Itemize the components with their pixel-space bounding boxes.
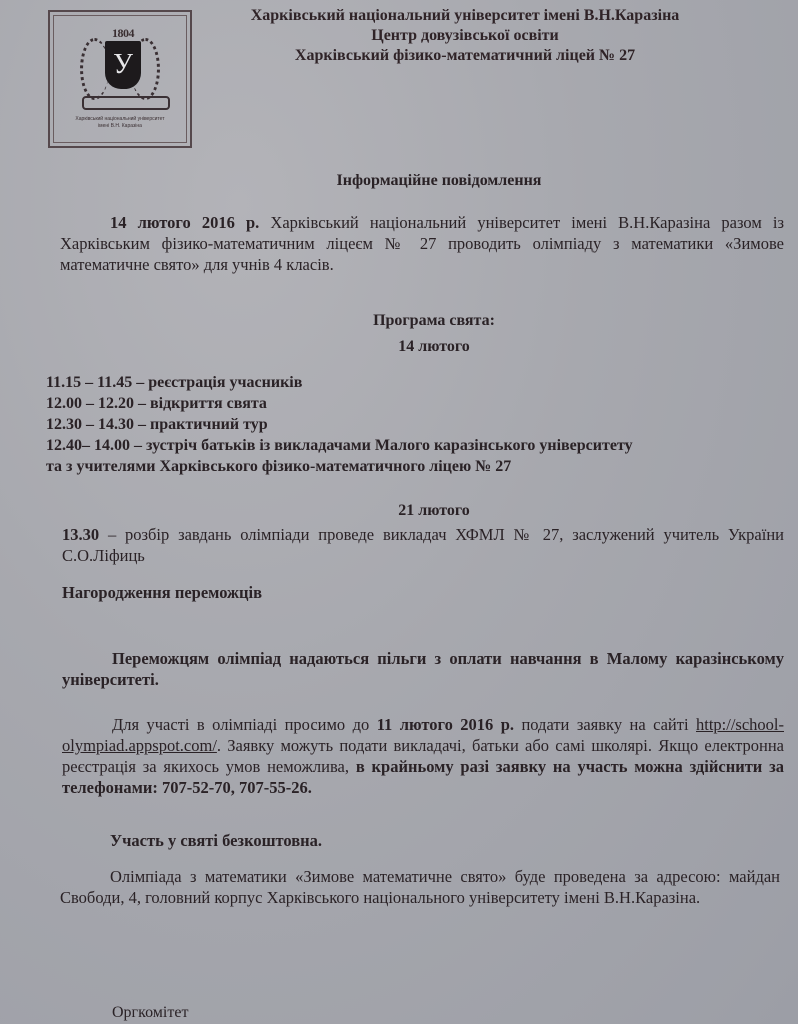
letterhead-university: Харківський національний університет імені В.Н.Каразіна: [250, 7, 680, 24]
schedule-item: [46, 414, 791, 435]
schedule-activity: – відкриття свята: [134, 395, 267, 412]
schedule-item: [46, 372, 791, 393]
registration-phones: в крайньому разі заявку на участь можна здійснити за телефонами: 707-52-70, 707-55-26.: [62, 757, 784, 797]
document-title: Інформаційне повідомлення: [336, 172, 542, 189]
schedule-activity: – практичний тур: [134, 416, 268, 433]
schedule-item: [46, 435, 791, 456]
letterhead-lyceum: Харківський фізико-математичний ліцей № 27: [294, 47, 636, 64]
day2-item: [62, 524, 784, 566]
shield-letter: У: [113, 49, 133, 80]
logo-caption-line2: імені В.Н. Каразіна: [98, 123, 142, 129]
schedule-item: [46, 393, 791, 414]
registration-deadline: 11 лютого 2016 р.: [376, 715, 515, 734]
logo-caption-line1: Харківський національний університет: [75, 116, 165, 122]
logo-frame: [53, 15, 187, 143]
ribbon-icon: [82, 96, 170, 110]
program-title: Програма свята:: [373, 312, 495, 329]
schedule-activity: – реєстрація учасників: [132, 374, 303, 391]
shield-icon: [105, 41, 141, 89]
registration-text-after: . Заявку можуть подати викладачі, батьки або самі школярі. Якщо електронна реєстрація за якихось умов неможлива,: [62, 736, 784, 776]
day2-time: 13.30: [62, 525, 100, 544]
registration-text-before: Для участі в олімпіаді просимо до: [112, 715, 377, 734]
free-participation-notice: Участь у святі безкоштовна.: [110, 831, 323, 850]
program-schedule: [46, 372, 791, 477]
awards-heading: Нагородження переможців: [62, 583, 263, 602]
registration-text-middle: подати заявку на сайті: [514, 715, 696, 734]
venue-paragraph: Олімпіада з математики «Зимове математичне свято» буде проведена за адресою: майдан Свободи, 4, головний корпус Харківського національного університету імені В.Н.Каразіна.: [60, 867, 780, 907]
letterhead-center: Центр довузівської освіти: [371, 27, 559, 44]
day2-text: – розбір завдань олімпіади проведе викладач ХФМЛ № 27, заслужений учитель України С.О.Ліфиць: [62, 525, 784, 565]
schedule-time: 12.30 – 14.30: [46, 416, 134, 433]
registration-paragraph: [62, 714, 784, 798]
schedule-time: 12.40– 14.00: [46, 437, 130, 454]
program-day1-date: 14 лютого: [398, 338, 470, 355]
event-date: 14 лютого 2016 р.: [110, 213, 260, 232]
schedule-activity: – зустріч батьків із викладачами Малого каразінського університету: [130, 437, 633, 454]
schedule-item-continuation: та з учителями Харківського фізико-математичного ліцею № 27: [46, 458, 512, 475]
schedule-time: 12.00 – 12.20: [46, 395, 134, 412]
signature-org-committee: Оргкомітет: [112, 1004, 189, 1021]
intro-text: Харківський національний університет імені В.Н.Каразіна разом із Харківським фізико-математичним ліцеєм № 27 проводить олімпіаду з математики «Зимове математичне свято» для учнів 4 класів.: [60, 213, 785, 274]
letterhead: [205, 6, 725, 66]
logo-caption: [60, 116, 180, 130]
registration-site-link[interactable]: http://school-olympiad.appspot.com/: [62, 715, 784, 755]
intro-paragraph: [60, 212, 784, 275]
program-day2-date: 21 лютого: [398, 502, 470, 519]
logo-year: 1804: [112, 26, 134, 40]
schedule-time: 11.15 – 11.45: [46, 374, 133, 391]
university-logo: [48, 10, 192, 148]
awards-paragraph: Переможцям олімпіад надаються пільги з оплати навчання в Малому каразінському університеті.: [62, 649, 784, 689]
